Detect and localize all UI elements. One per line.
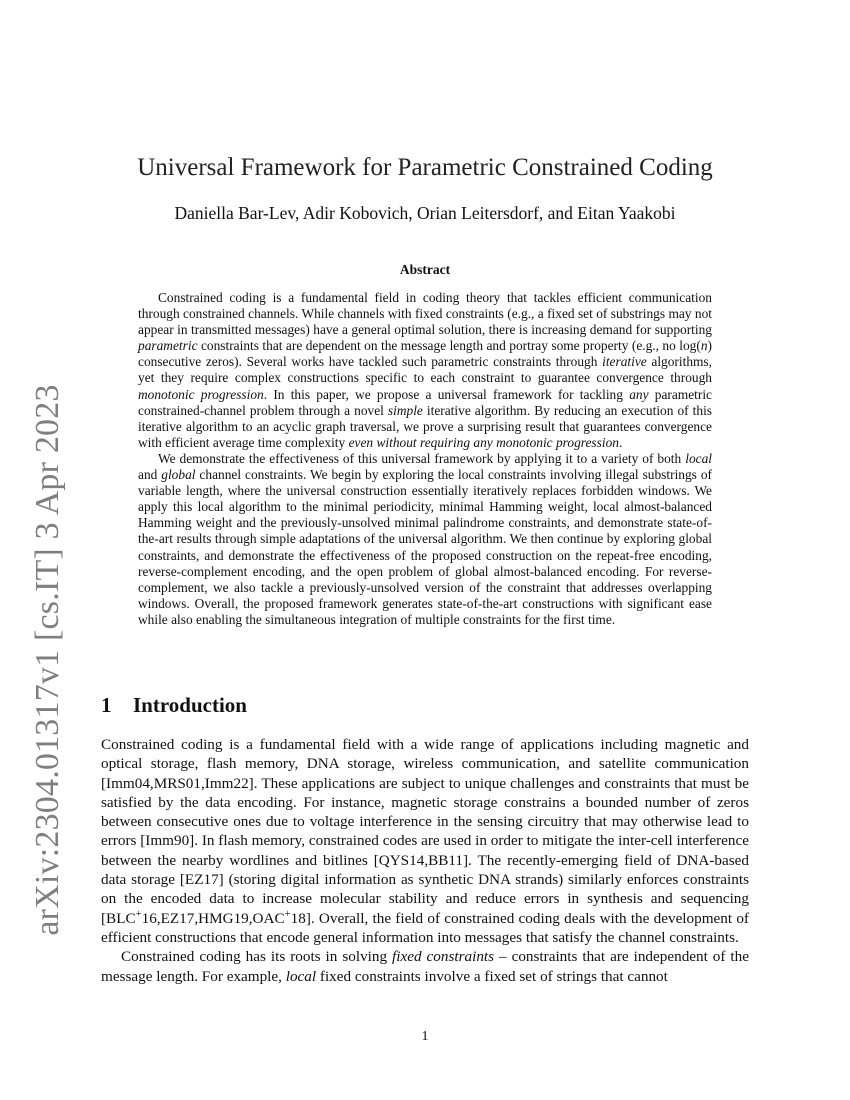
abstract-paragraph-2: We demonstrate the effectiveness of this universal framework by applying it to a variety of both local and global channel constraints. We begin by exploring the local constraints involving illegal substrings of variable length, where the universal construction essentially iteratively replaces forbidden windows. We apply this local algorithm to the minimal periodicity, minimal Hamming weight, local almost-balanced Hamming weight and the previously-unsolved minimal palindrome constraints, and demonstrate state-of-the-art results through simple adaptations of the universal algorithm. We then continue by exploring global constraints, and demonstrate the effectiveness of the proposed construction on the repeat-free encoding, reverse-complement encoding, and the open problem of global almost-balanced encoding. For reverse-complement, we also tackle a previously-unsolved version of the constraint that addresses overlapping windows. Overall, the proposed framework generates state-of-the-art constructions with significant ease while also enabling the simultaneous integration of multiple constraints for the first time. xyxy=(138,450,712,627)
paper-title: Universal Framework for Parametric Constrained Coding xyxy=(137,154,713,181)
abstract-heading: Abstract xyxy=(399,262,451,277)
arxiv-identifier: arXiv:2304.01317v1 [cs.IT] 3 Apr 2023 xyxy=(29,384,66,936)
section-title: Introduction xyxy=(133,693,247,717)
intro-paragraph-1: Constrained coding is a fundamental field with a wide range of applications including magnetic and optical storage, flash memory, DNA storage, wireless communication, and satellite communication [Imm04,MRS01,Imm22]. These applications are subject to unique challenges and constraints that must be satisfied by the data encoding. For instance, magnetic storage constrains a bounded number of zeros between consecutive ones due to voltage interference in the sensing circuitry that may otherwise lead to errors [Imm90]. In flash memory, constrained codes are used in order to mitigate the inter-cell interference between the nearby wordlines and bitlines [QYS14,BB11]. The recently-emerging field of DNA-based data storage [EZ17] (storing digital information as synthetic DNA strands) similarly enforces constraints on the encoded data to increase molecular stability and reduce errors in synthesis and sequencing [BLC+16,EZ17,HMG19,OAC+18]. Overall, the field of constrained coding deals with the development of efficient constructions that encode general information into messages that satisfy the channel constraints. xyxy=(101,736,749,946)
paper-authors: Daniella Bar-Lev, Adir Kobovich, Orian Leitersdorf, and Eitan Yaakobi xyxy=(174,203,676,223)
intro-paragraph-2: Constrained coding has its roots in solving fixed constraints – constraints that are independent of the message length. For example, local fixed constraints involve a fixed set of strings that cannot xyxy=(101,948,749,985)
page-number: 1 xyxy=(421,1029,429,1044)
section-number: 1 xyxy=(101,693,112,717)
abstract-paragraph-1: Constrained coding is a fundamental field in coding theory that tackles efficient communication through constrained channels. While channels with fixed constraints (e.g., a fixed set of substrings may not appear in transmitted messages) have a general optimal solution, there is increasing demand for supporting parametric constraints that are dependent on the message length and portray some property (e.g., no log(n) consecutive zeros). Several works have tackled such parametric constraints through iterative algorithms, yet they require complex constructions specific to each constraint to guarantee convergence through monotonic progression. In this paper, we propose a universal framework for tackling any parametric constrained-channel problem through a novel simple iterative algorithm. By reducing an execution of this iterative algorithm to an acyclic graph traversal, we prove a surprising result that guarantees convergence with efficient average time complexity even without requiring any monotonic progression. xyxy=(138,290,713,450)
section-heading-introduction xyxy=(101,693,247,718)
abstract-body xyxy=(138,290,712,628)
introduction-body xyxy=(101,735,749,986)
